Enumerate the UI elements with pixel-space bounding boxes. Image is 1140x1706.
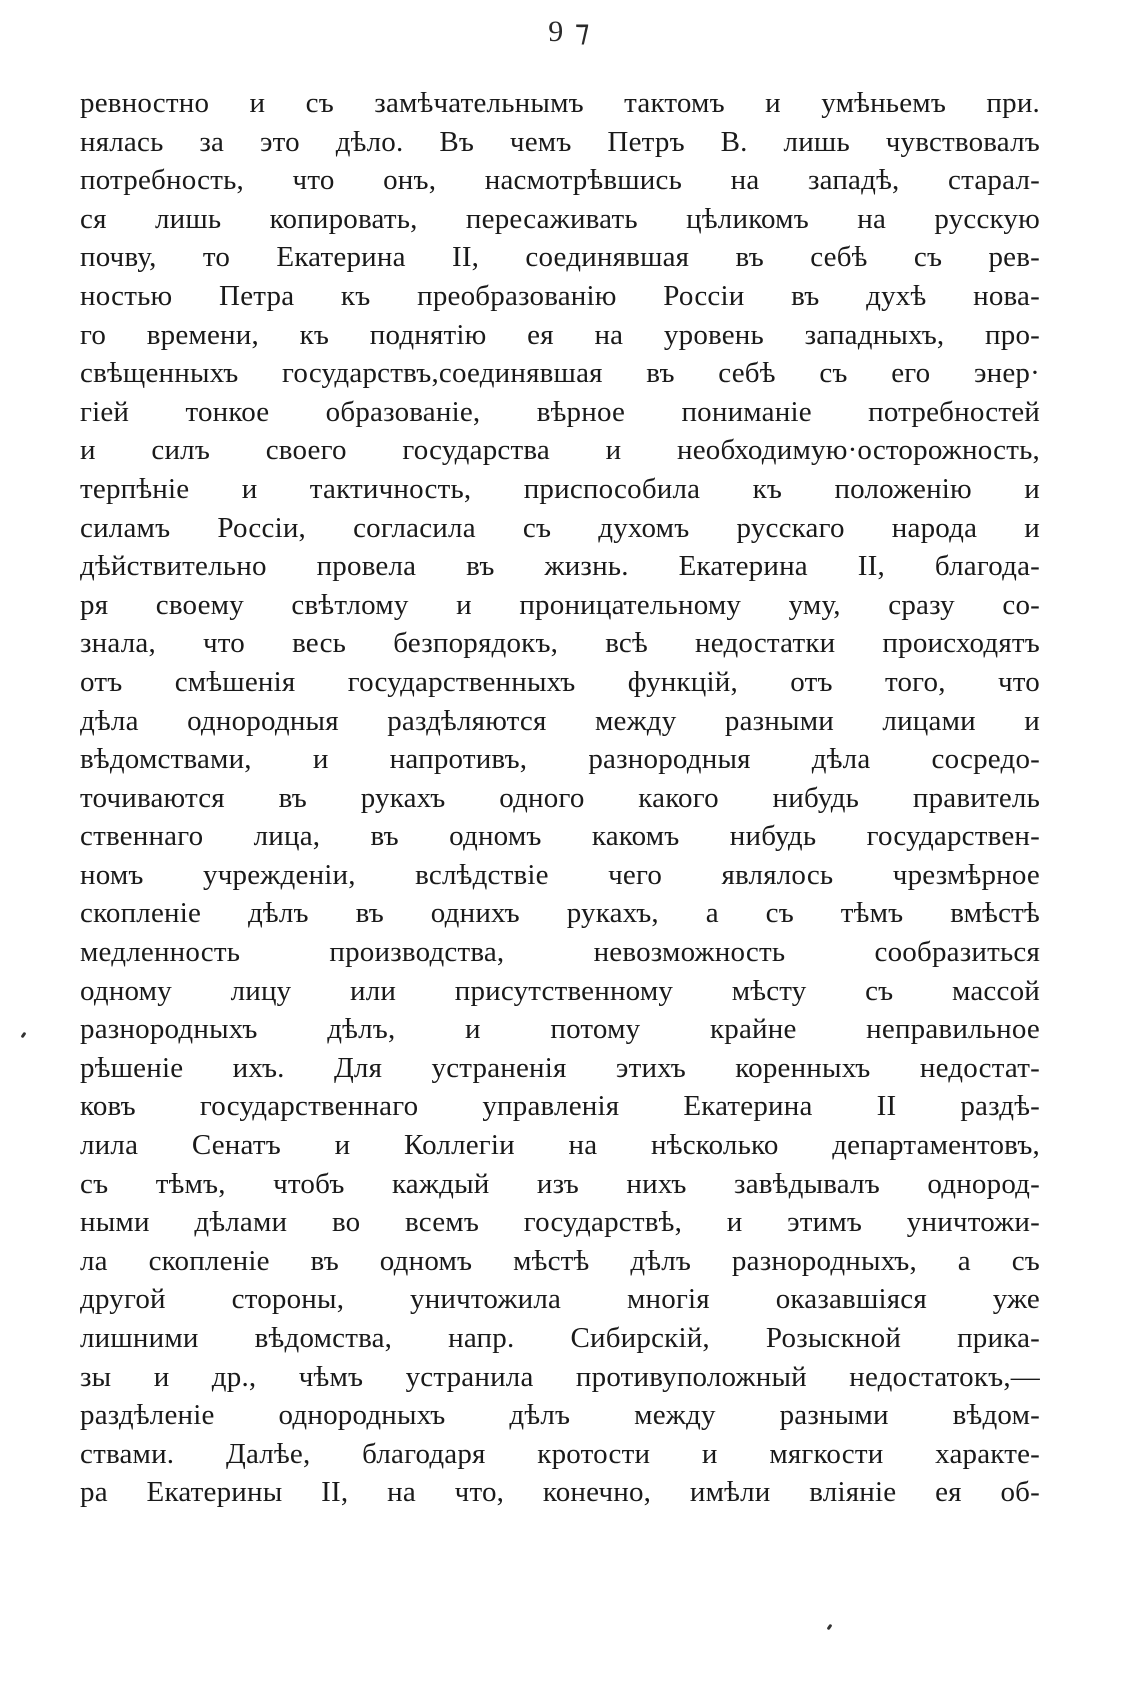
text-line: ственнаго лица, въ одномъ какомъ нибудь государствен-	[80, 820, 1040, 853]
text-line: ревностно и съ замѣчательнымъ тактомъ и умѣньемъ при.	[80, 87, 1040, 119]
text-line: ра Екатерины II, на что, конечно, имѣли вліяніе ея об-	[80, 1476, 1040, 1509]
text-line: свѣщенныхъ государствъ,соединявшая въ себѣ съ его энер·	[80, 357, 1040, 390]
text-line: вѣдомствами, и напротивъ, разнородныя дѣла сосредо-	[80, 743, 1040, 776]
scan-speck	[21, 1032, 27, 1039]
text-line: дѣла однородныя раздѣляются между разными лицами и	[80, 704, 1040, 737]
text-line: съ тѣмъ, чтобъ каждый изъ нихъ завѣдывалъ однород-	[80, 1167, 1040, 1200]
text-line: точиваются въ рукахъ одного какого нибудь правитель	[80, 781, 1040, 814]
text-line: лила Сенатъ и Коллегіи на нѣсколько департаментовъ,	[80, 1129, 1040, 1162]
text-line: терпѣніе и тактичность, приспособила къ положенію и	[80, 472, 1040, 505]
text-line: знала, что весь безпорядокъ, всѣ недостатки происходятъ	[80, 627, 1040, 660]
text-line: номъ учрежденіи, вслѣдствіе чего являлось чрезмѣрное	[80, 858, 1040, 891]
text-line: нялась за это дѣло. Въ чемъ Петръ В. лишь чувствовалъ	[80, 125, 1040, 158]
text-line: силамъ Россіи, согласила съ духомъ русскаго народа и	[80, 511, 1040, 544]
text-line: почву, то Екатерина II, соединявшая въ себѣ съ рев-	[80, 241, 1040, 274]
text-line: ла скопленіе въ одномъ мѣстѣ дѣлъ разнородныхъ, а съ	[80, 1244, 1040, 1277]
text-line: и силъ своего государства и необходимую·осторожность,	[80, 434, 1040, 467]
text-line: другой стороны, уничтожила многія оказавшіяся уже	[80, 1283, 1040, 1316]
text-line: одному лицу или присутственному мѣсту съ массой	[80, 974, 1040, 1007]
text-line: ствами. Далѣе, благодаря кротости и мягкости характе-	[80, 1437, 1040, 1470]
text-line: ря своему свѣтлому и проницательному уму, сразу со-	[80, 588, 1040, 621]
text-line: ковъ государственнаго управленія Екатерина II раздѣ-	[80, 1090, 1040, 1123]
text-line: раздѣленіе однородныхъ дѣлъ между разными вѣдом-	[80, 1399, 1040, 1432]
text-line: ся лишь копировать, пересаживать цѣликомъ на русскую	[80, 202, 1040, 235]
text-line: лишними вѣдомства, напр. Сибирскій, Розыскной прика-	[80, 1322, 1040, 1354]
text-line: зы и др., чѣмъ устранила противуположный недостатокъ,—	[80, 1360, 1040, 1393]
text-line: отъ смѣшенія государственныхъ функцій, отъ того, что	[80, 665, 1040, 698]
body-text	[80, 84, 1040, 1512]
text-line: разнородныхъ дѣлъ, и потому крайне неправильное	[80, 1013, 1040, 1046]
text-line: го времени, къ поднятію ея на уровень западныхъ, про-	[80, 318, 1040, 351]
text-line: скопленіе дѣлъ въ однихъ рукахъ, а съ тѣмъ вмѣстѣ	[80, 897, 1040, 930]
text-line: ными дѣлами во всемъ государствѣ, и этимъ уничтожи-	[80, 1206, 1040, 1239]
page-number: 9 ⁊	[548, 15, 592, 48]
text-line: потребность, что онъ, насмотрѣвшись на западѣ, старал-	[80, 164, 1040, 197]
text-line: рѣшеніе ихъ. Для устраненія этихъ коренныхъ недостат-	[80, 1051, 1040, 1084]
text-line: ностью Петра къ преобразованію Россіи въ духѣ нова-	[80, 279, 1040, 312]
scan-speck	[827, 1624, 833, 1631]
text-line: медленность производства, невозможность сообразиться	[80, 936, 1040, 969]
text-line: гіей тонкое образованіе, вѣрное пониманіе потребностей	[80, 395, 1040, 428]
text-line: дѣйствительно провела въ жизнь. Екатерина II, благода-	[80, 550, 1040, 583]
